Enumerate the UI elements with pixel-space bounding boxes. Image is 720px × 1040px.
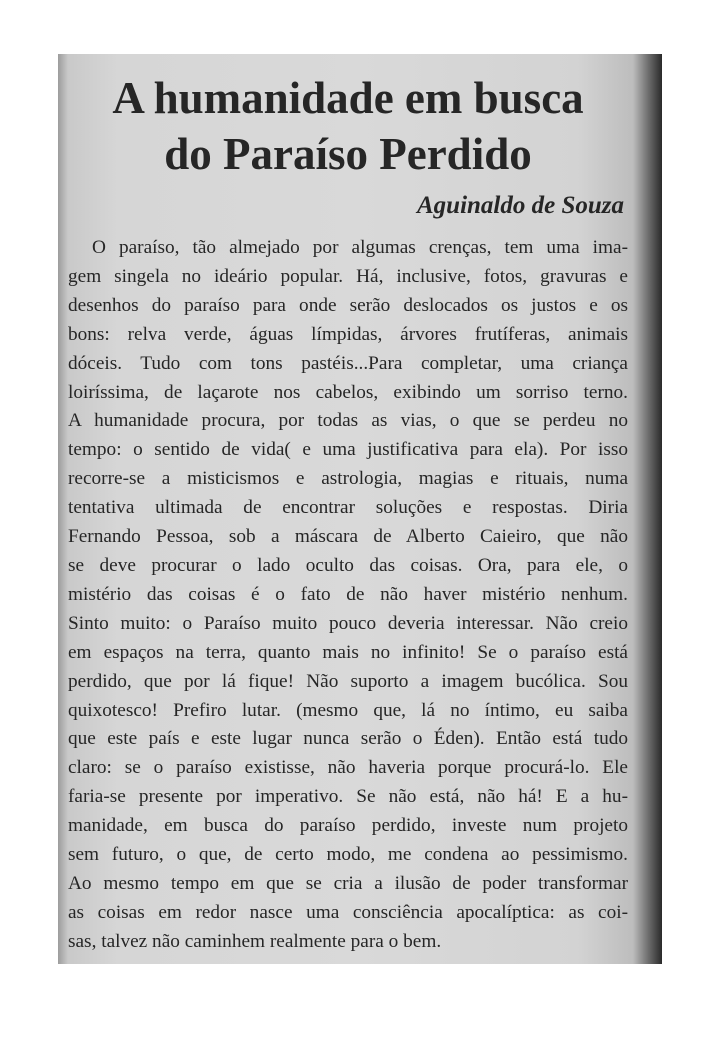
text-line: desenhos do paraíso para onde serão deslocados os justos e os — [68, 294, 628, 316]
text-line: que este país e este lugar nunca serão o Éden). Então está tudo — [68, 728, 628, 750]
text-line: tentativa ultimada de encontrar soluções e respostas. Diria — [68, 497, 628, 519]
text-line: gem singela no ideário popular. Há, inclusive, fotos, gravuras e — [68, 265, 628, 287]
text-line: loiríssima, de laçarote nos cabelos, exibindo um sorriso terno. — [68, 381, 628, 403]
title-line-1: A humanidade em busca — [112, 73, 584, 123]
text-line: O paraíso, tão almejado por algumas crenças, tem uma ima- — [92, 237, 628, 258]
article-scan — [58, 54, 662, 964]
text-line: mistério das coisas é o fato de não haver mistério nenhum. — [68, 583, 628, 605]
text-line: manidade, em busca do paraíso perdido, investe num projeto — [68, 815, 628, 837]
text-line: tempo: o sentido de vida( e uma justificativa para ela). Por isso — [68, 439, 628, 461]
article-title — [58, 70, 638, 182]
text-line: em espaços na terra, quanto mais no infinito! Se o paraíso está — [68, 641, 628, 663]
text-line: Fernando Pessoa, sob a máscara de Alberto Caieiro, que não — [68, 526, 628, 548]
article-body — [68, 234, 628, 957]
text-line: se deve procurar o lado oculto das coisas. Ora, para ele, o — [68, 554, 628, 576]
author-byline: Aguinaldo de Souza — [416, 192, 624, 219]
text-line: bons: relva verde, águas límpidas, árvores frutíferas, animais — [68, 323, 628, 345]
text-line: claro: se o paraíso existisse, não haveria porque procurá-lo. Ele — [68, 757, 628, 779]
title-line-2: do Paraíso Perdido — [164, 129, 532, 179]
text-line: sas, talvez não caminhem realmente para o bem. — [68, 930, 442, 952]
text-line: dóceis. Tudo com tons pastéis...Para completar, uma criança — [68, 352, 628, 374]
text-line: quixotesco! Prefiro lutar. (mesmo que, lá no íntimo, eu saiba — [68, 699, 628, 721]
text-line: Sinto muito: o Paraíso muito pouco deveria interessar. Não creio — [68, 612, 628, 634]
text-line: faria-se presente por imperativo. Se não está, não há! E a hu- — [68, 786, 628, 808]
text-line: Ao mesmo tempo em que se cria a ilusão de poder transformar — [68, 872, 628, 894]
text-line: perdido, que por lá fique! Não suporto a imagem bucólica. Sou — [68, 670, 628, 692]
text-line: as coisas em redor nasce uma consciência apocalíptica: as coi- — [68, 901, 628, 923]
text-line: sem futuro, o que, de certo modo, me condena ao pessimismo. — [68, 844, 628, 866]
text-line: A humanidade procura, por todas as vias, o que se perdeu no — [68, 410, 628, 432]
text-line: recorre-se a misticismos e astrologia, magias e rituais, numa — [68, 468, 628, 490]
